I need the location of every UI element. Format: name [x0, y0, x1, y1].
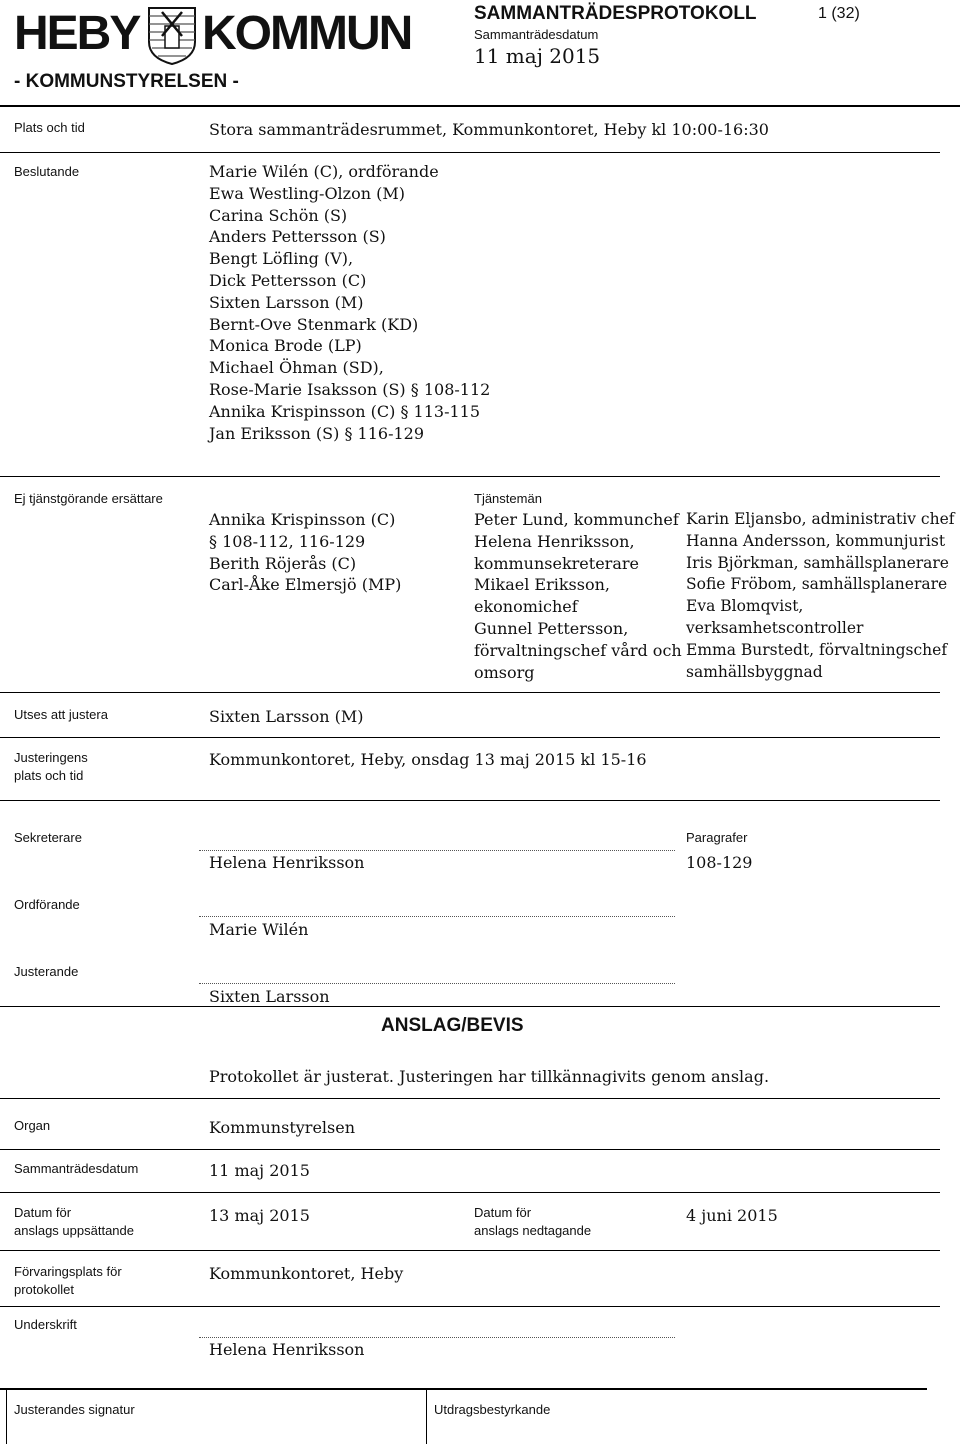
footer-divider: [0, 1388, 927, 1390]
member: Dick Pettersson (C): [209, 270, 367, 290]
official: Emma Burstedt, förvaltningschef: [686, 640, 948, 659]
notice-title: ANSLAG/BEVIS: [381, 1015, 524, 1036]
member: Rose-Marie Isaksson (S) § 108-112: [209, 379, 491, 399]
member: Carina Schön (S): [209, 205, 348, 225]
adjust-place-label: [14, 749, 88, 785]
section-divider: [0, 1149, 940, 1150]
section-divider: [0, 152, 940, 153]
adjuster-value: Sixten Larsson (M): [209, 707, 364, 726]
chair-name: Marie Wilén: [209, 920, 309, 939]
logo-word-kommun: KOMMUN: [202, 7, 412, 60]
substitute: Berith Röjerås (C): [209, 553, 357, 573]
member: Ewa Westling-Olzon (M): [209, 183, 405, 203]
official: samhällsbyggnad: [686, 662, 823, 681]
section-divider: [0, 737, 940, 738]
notice-signature-line: [199, 1337, 675, 1338]
notice-statement: Protokollet är justerat. Justeringen har tillkännagivits genom anslag.: [209, 1067, 770, 1086]
heby-logo: [12, 4, 412, 64]
posted-date-value: 13 maj 2015: [209, 1206, 310, 1225]
organization-subtitle: - KOMMUNSTYRELSEN -: [14, 71, 239, 92]
member: Bengt Löfling (V),: [209, 249, 354, 269]
officials-list-col2: [686, 509, 955, 683]
chair-label: Ordförande: [14, 897, 80, 912]
adjuster-name: Sixten Larsson: [209, 987, 330, 1006]
official: Karin Eljansbo, administrativ chef: [686, 510, 955, 528]
removed-date-label: [474, 1204, 591, 1240]
document-title: SAMMANTRÄDESPROTOKOLL: [474, 3, 757, 24]
deciding-label: Beslutande: [14, 164, 80, 179]
storage-label-line1: Förvaringsplats för: [14, 1264, 122, 1279]
official: ekonomichef: [474, 597, 578, 617]
storage-value: Kommunkontoret, Heby: [209, 1264, 404, 1283]
officials-label: Tjänstemän: [474, 491, 542, 506]
footer-box-middle: [426, 1389, 427, 1444]
signature-label: Underskrift: [14, 1317, 77, 1332]
adjust-place-label-line1: Justeringens: [14, 750, 88, 765]
officials-list-col1: [474, 509, 682, 683]
meeting-date: 11 maj 2015: [474, 44, 601, 68]
adjuster-signature-line: [199, 983, 675, 984]
storage-label: [14, 1263, 122, 1299]
place-time-value: Stora sammanträdesrummet, Kommunkontoret, Heby kl 10:00-16:30: [209, 120, 769, 139]
member: Michael Öhman (SD),: [209, 358, 384, 378]
secretary-name: Helena Henriksson: [209, 853, 365, 872]
removed-date-value: 4 juni 2015: [686, 1206, 778, 1225]
substitute: § 108-112, 116-129: [209, 531, 366, 551]
adjuster-sign-label: Justerande: [14, 964, 79, 979]
official: Iris Björkman, samhällsplanerare: [686, 553, 949, 572]
posted-date-label-line2: anslags uppsättande: [14, 1223, 134, 1238]
member: Annika Krispinsson (C) § 113-115: [209, 401, 481, 421]
section-divider: [0, 1006, 940, 1007]
section-divider: [0, 800, 940, 801]
official: Peter Lund, kommunchef: [474, 510, 679, 529]
substitutes-list: [209, 509, 401, 596]
official: Hanna Andersson, kommunjurist: [686, 531, 946, 550]
page-number: 1 (32): [818, 5, 860, 22]
posted-date-label: [14, 1204, 134, 1240]
member: Marie Wilén (C), ordförande: [209, 162, 439, 181]
section-divider: [0, 1250, 940, 1251]
official: Eva Blomqvist,: [686, 597, 804, 616]
meeting-date-label: Sammanträdesdatum: [474, 27, 599, 42]
section-divider: [0, 1306, 940, 1307]
logo-word-heby: HEBY: [14, 7, 140, 60]
section-divider: [0, 1098, 940, 1099]
secretary-signature-line: [199, 850, 675, 851]
official: verksamhetscontroller: [686, 618, 864, 637]
member: Monica Brode (LP): [209, 336, 362, 356]
adjuster-label: Utses att justera: [14, 707, 108, 722]
deciding-members-list: [209, 161, 490, 444]
substitutes-label: Ej tjänstgörande ersättare: [14, 491, 163, 506]
removed-date-label-line2: anslags nedtagande: [474, 1223, 592, 1238]
section-divider: [0, 1192, 940, 1193]
notice-meeting-date-value: 11 maj 2015: [209, 1161, 310, 1180]
extract-certification-label: Utdragsbestyrkande: [434, 1402, 551, 1417]
official: Gunnel Pettersson,: [474, 618, 629, 638]
adjust-place-value: Kommunkontoret, Heby, onsdag 13 maj 2015 kl 15-16: [209, 750, 647, 769]
footer-box-left: [6, 1389, 7, 1444]
paragraphs-label: Paragrafer: [686, 830, 748, 845]
chair-signature-line: [199, 916, 675, 917]
member: Anders Pettersson (S): [209, 227, 386, 247]
coat-of-arms-icon: [146, 6, 198, 70]
member: Jan Eriksson (S) § 116-129: [209, 423, 425, 443]
removed-date-label-line1: Datum för: [474, 1205, 532, 1220]
adjust-place-label-line2: plats och tid: [14, 768, 84, 783]
official: Mikael Eriksson,: [474, 575, 610, 595]
member: Sixten Larsson (M): [209, 292, 364, 312]
organ-label: Organ: [14, 1118, 51, 1133]
substitute: Annika Krispinsson (C): [209, 510, 396, 529]
storage-label-line2: protokollet: [14, 1282, 74, 1297]
official: omsorg: [474, 662, 535, 682]
posted-date-label-line1: Datum för: [14, 1205, 72, 1220]
organ-value: Kommunstyrelsen: [209, 1118, 356, 1137]
notice-meeting-date-label: Sammanträdesdatum: [14, 1161, 139, 1176]
place-time-label: Plats och tid: [14, 120, 85, 135]
official: kommunsekreterare: [474, 553, 639, 573]
header-divider: [0, 105, 960, 107]
section-divider: [0, 476, 940, 477]
substitute: Carl-Åke Elmersjö (MP): [209, 575, 402, 595]
member: Bernt-Ove Stenmark (KD): [209, 314, 419, 334]
paragraphs-value: 108-129: [686, 853, 753, 872]
official: Sofie Fröbom, samhällsplanerare: [686, 575, 948, 594]
adjuster-signature-label: Justerandes signatur: [14, 1402, 135, 1417]
section-divider: [0, 692, 940, 693]
signature-name: Helena Henriksson: [209, 1340, 365, 1359]
official: förvaltningschef vård och: [474, 640, 682, 660]
official: Helena Henriksson,: [474, 531, 635, 551]
secretary-label: Sekreterare: [14, 830, 82, 845]
